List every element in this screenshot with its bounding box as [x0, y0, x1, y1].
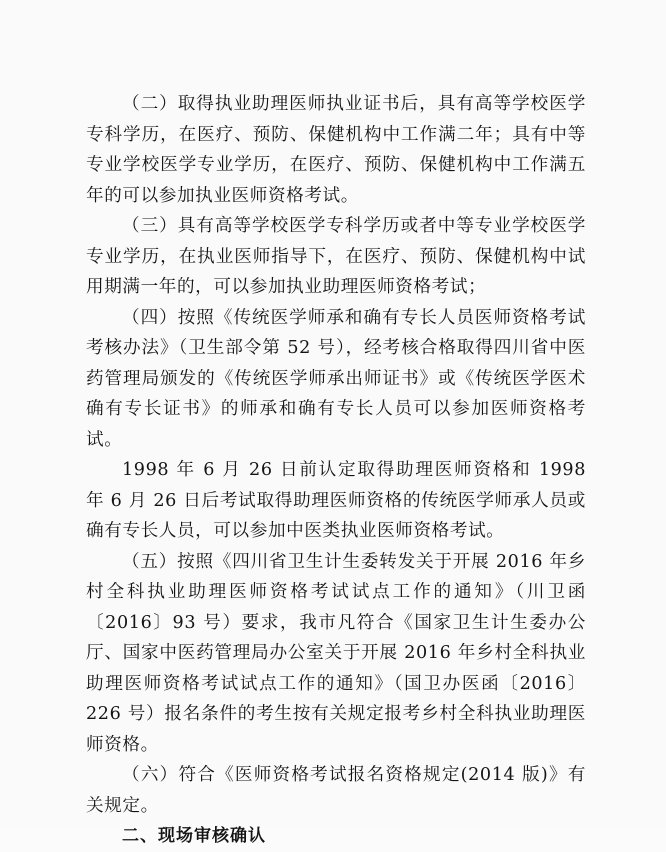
paragraph-1998-note: 1998 年 6 月 26 日前认定取得助理医师资格和 1998 年 6 月 26 日后考试取得助理医师资格的传统医学师承人员或确有专长人员，可以参加中医类执业医师资格考试。	[86, 460, 586, 541]
paragraph-5: （五）按照《四川省卫生计生委转发关于开展 2016 年乡村全科执业助理医师资格考试试点工作的通知》（川卫函〔2016〕93 号）要求，我市凡符合《国家卫生计生委办公厅、国家中医药管理局办公室关于开展 2016 年乡村全科执业助理医师资格考试试点工作的通知》（国卫办医函〔2016〕226 号）报名条件的考生按有关规定报考乡村全科执业助理医师资格。	[86, 551, 586, 755]
paragraph-3: （三）具有高等学校医学专科学历或者中等专业学校医学专业学历，在执业医师指导下，在医疗、预防、保健机构中试用期满一年的，可以参加执业助理医师资格考试；	[86, 216, 586, 297]
section-heading-onsite-review: 二、现场审核确认	[122, 826, 266, 846]
paragraph-6: （六）符合《医师资格考试报名资格规定(2014 版)》有关规定。	[86, 765, 586, 816]
paragraph-4: （四）按照《传统医学师承和确有专长人员医师资格考试考核办法》（卫生部令第 52 号），经考核合格取得四川省中医药管理局颁发的《传统医学师承出师证书》或《传统医学医术确有专长证书》的师承和确有专长人员可以参加医师资格考试。	[86, 307, 586, 450]
document-body	[86, 89, 586, 852]
paragraph-2: （二）取得执业助理医师执业证书后，具有高等学校医学专科学历，在医疗、预防、保健机构中工作满二年；具有中等专业学校医学专业学历，在医疗、预防、保健机构中工作满五年的可以参加执业医师资格考试。	[86, 94, 586, 206]
